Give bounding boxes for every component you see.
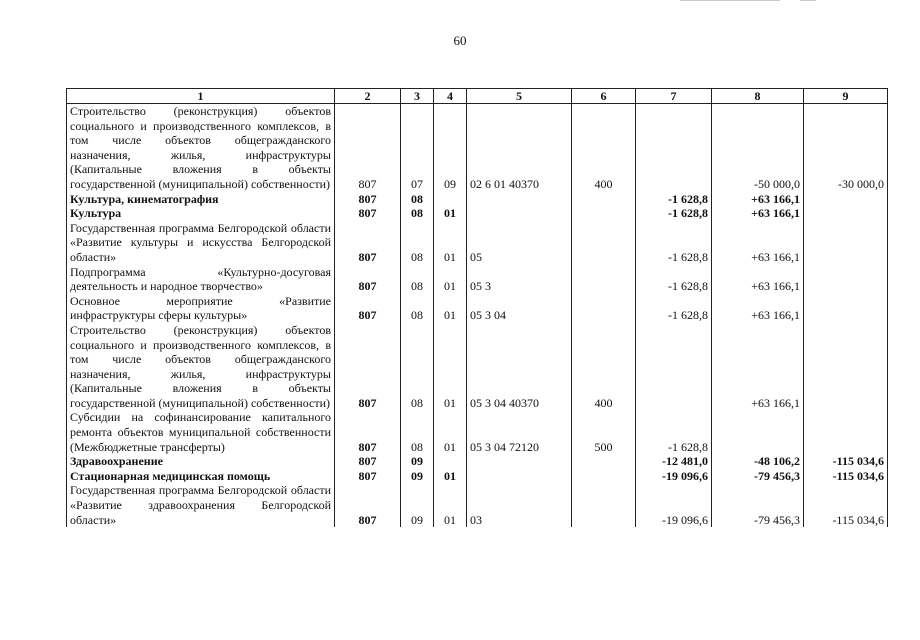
- cell-col8: -48 106,2: [712, 454, 804, 469]
- cell-subsection: 01: [434, 294, 467, 323]
- cell-col9: [804, 410, 888, 454]
- cell-col9: -115 034,6: [804, 454, 888, 469]
- cell-grbs: 807: [335, 454, 401, 469]
- cell-expense-type: [572, 483, 636, 527]
- cell-subsection: 01: [434, 469, 467, 484]
- table-row: [67, 469, 888, 484]
- row-name: Культура: [67, 206, 335, 221]
- cell-grbs: 807: [335, 483, 401, 527]
- cell-col9: [804, 206, 888, 221]
- cell-grbs: 807: [335, 469, 401, 484]
- cell-col8: [712, 410, 804, 454]
- cell-subsection: 01: [434, 410, 467, 454]
- cell-col8: -50 000,0: [712, 104, 804, 192]
- cell-col7: -1 628,8: [636, 265, 712, 294]
- cell-col9: -115 034,6: [804, 469, 888, 484]
- cell-col7: -1 628,8: [636, 294, 712, 323]
- cell-target-article: 05 3: [467, 265, 572, 294]
- cell-col8: +63 166,1: [712, 206, 804, 221]
- cell-col7: -1 628,8: [636, 206, 712, 221]
- column-header: 2: [335, 89, 401, 104]
- cell-col7: [636, 323, 712, 411]
- table-row: [67, 410, 888, 454]
- cell-subsection: 01: [434, 206, 467, 221]
- cell-target-article: [467, 206, 572, 221]
- table-row: [67, 454, 888, 469]
- cell-col9: [804, 294, 888, 323]
- cell-grbs: 807: [335, 323, 401, 411]
- cell-section: 08: [401, 206, 434, 221]
- cell-target-article: 05 3 04 40370: [467, 323, 572, 411]
- cell-grbs: 807: [335, 410, 401, 454]
- table-row: [67, 323, 888, 411]
- cell-col8: +63 166,1: [712, 221, 804, 265]
- cell-col9: -30 000,0: [804, 104, 888, 192]
- table-row: [67, 104, 888, 192]
- cell-grbs: 807: [335, 265, 401, 294]
- cell-expense-type: [572, 192, 636, 207]
- cell-expense-type: 400: [572, 323, 636, 411]
- table-header-row: [67, 89, 888, 104]
- table-row: [67, 192, 888, 207]
- table-row: [67, 483, 888, 527]
- cell-expense-type: 400: [572, 104, 636, 192]
- cell-subsection: [434, 192, 467, 207]
- cell-col7: -1 628,8: [636, 192, 712, 207]
- scan-artifact-line: [680, 0, 780, 1]
- cell-section: 08: [401, 265, 434, 294]
- table-row: [67, 265, 888, 294]
- cell-section: 08: [401, 323, 434, 411]
- cell-target-article: 02 6 01 40370: [467, 104, 572, 192]
- row-name: Строительство (реконструкция) объектов социального и производственного комплексов, в том числе объектов общегражданского назначения, жилья, инфраструктуры (Капитальные вложения в объекты государственной (муниципальной) собственности): [67, 104, 335, 192]
- cell-expense-type: [572, 206, 636, 221]
- row-name: Культура, кинематография: [67, 192, 335, 207]
- column-header: 6: [572, 89, 636, 104]
- cell-section: 07: [401, 104, 434, 192]
- cell-target-article: 05 3 04: [467, 294, 572, 323]
- cell-target-article: [467, 454, 572, 469]
- row-name: Государственная программа Белгородской области «Развитие культуры и искусства Белгородской области»: [67, 221, 335, 265]
- row-name: Подпрограмма «Культурно-досуговая деятельность и народное творчество»: [67, 265, 335, 294]
- cell-col9: [804, 192, 888, 207]
- cell-col7: -19 096,6: [636, 469, 712, 484]
- cell-col7: -19 096,6: [636, 483, 712, 527]
- cell-col7: -1 628,8: [636, 221, 712, 265]
- cell-col9: [804, 323, 888, 411]
- cell-col8: +63 166,1: [712, 323, 804, 411]
- cell-col9: -115 034,6: [804, 483, 888, 527]
- table-row: [67, 206, 888, 221]
- row-name: Субсидии на софинансирование капитального ремонта объектов муниципальной собственности (Межбюджетные трансферты): [67, 410, 335, 454]
- cell-grbs: 807: [335, 192, 401, 207]
- column-header: 9: [804, 89, 888, 104]
- cell-target-article: [467, 192, 572, 207]
- cell-section: 08: [401, 192, 434, 207]
- cell-grbs: 807: [335, 104, 401, 192]
- table-row: [67, 294, 888, 323]
- cell-section: 09: [401, 469, 434, 484]
- cell-grbs: 807: [335, 294, 401, 323]
- row-name: Здравоохранение: [67, 454, 335, 469]
- column-header: 8: [712, 89, 804, 104]
- cell-expense-type: [572, 454, 636, 469]
- row-name: Основное мероприятие «Развитие инфраструктуры сферы культуры»: [67, 294, 335, 323]
- cell-section: 08: [401, 410, 434, 454]
- column-header: 1: [67, 89, 335, 104]
- cell-section: 08: [401, 221, 434, 265]
- scan-artifact-line: [800, 0, 816, 1]
- table-row: [67, 221, 888, 265]
- cell-col7: [636, 104, 712, 192]
- cell-subsection: [434, 454, 467, 469]
- cell-subsection: 01: [434, 221, 467, 265]
- cell-expense-type: [572, 265, 636, 294]
- cell-col8: -79 456,3: [712, 469, 804, 484]
- cell-grbs: 807: [335, 206, 401, 221]
- cell-col8: +63 166,1: [712, 294, 804, 323]
- cell-expense-type: [572, 469, 636, 484]
- cell-expense-type: [572, 221, 636, 265]
- column-header: 5: [467, 89, 572, 104]
- page-number: 60: [453, 33, 467, 48]
- cell-target-article: 03: [467, 483, 572, 527]
- cell-col8: +63 166,1: [712, 265, 804, 294]
- column-header: 3: [401, 89, 434, 104]
- budget-table: [66, 88, 888, 527]
- cell-section: 08: [401, 294, 434, 323]
- column-header: 4: [434, 89, 467, 104]
- row-name: Стационарная медицинская помощь: [67, 469, 335, 484]
- column-header: 7: [636, 89, 712, 104]
- cell-expense-type: 500: [572, 410, 636, 454]
- cell-expense-type: [572, 294, 636, 323]
- row-name: Строительство (реконструкция) объектов социального и производственного комплексов, в том числе объектов общегражданского назначения, жилья, инфраструктуры (Капитальные вложения в объекты государственной (муниципальной) собственности): [67, 323, 335, 411]
- cell-col7: -12 481,0: [636, 454, 712, 469]
- cell-col9: [804, 221, 888, 265]
- cell-target-article: 05: [467, 221, 572, 265]
- cell-subsection: 09: [434, 104, 467, 192]
- cell-col7: -1 628,8: [636, 410, 712, 454]
- cell-grbs: 807: [335, 221, 401, 265]
- cell-section: 09: [401, 454, 434, 469]
- cell-col9: [804, 265, 888, 294]
- row-name: Государственная программа Белгородской области «Развитие здравоохранения Белгородской области»: [67, 483, 335, 527]
- cell-col8: +63 166,1: [712, 192, 804, 207]
- cell-subsection: 01: [434, 483, 467, 527]
- cell-subsection: 01: [434, 265, 467, 294]
- cell-target-article: 05 3 04 72120: [467, 410, 572, 454]
- cell-col8: -79 456,3: [712, 483, 804, 527]
- cell-target-article: [467, 469, 572, 484]
- cell-section: 09: [401, 483, 434, 527]
- cell-subsection: 01: [434, 323, 467, 411]
